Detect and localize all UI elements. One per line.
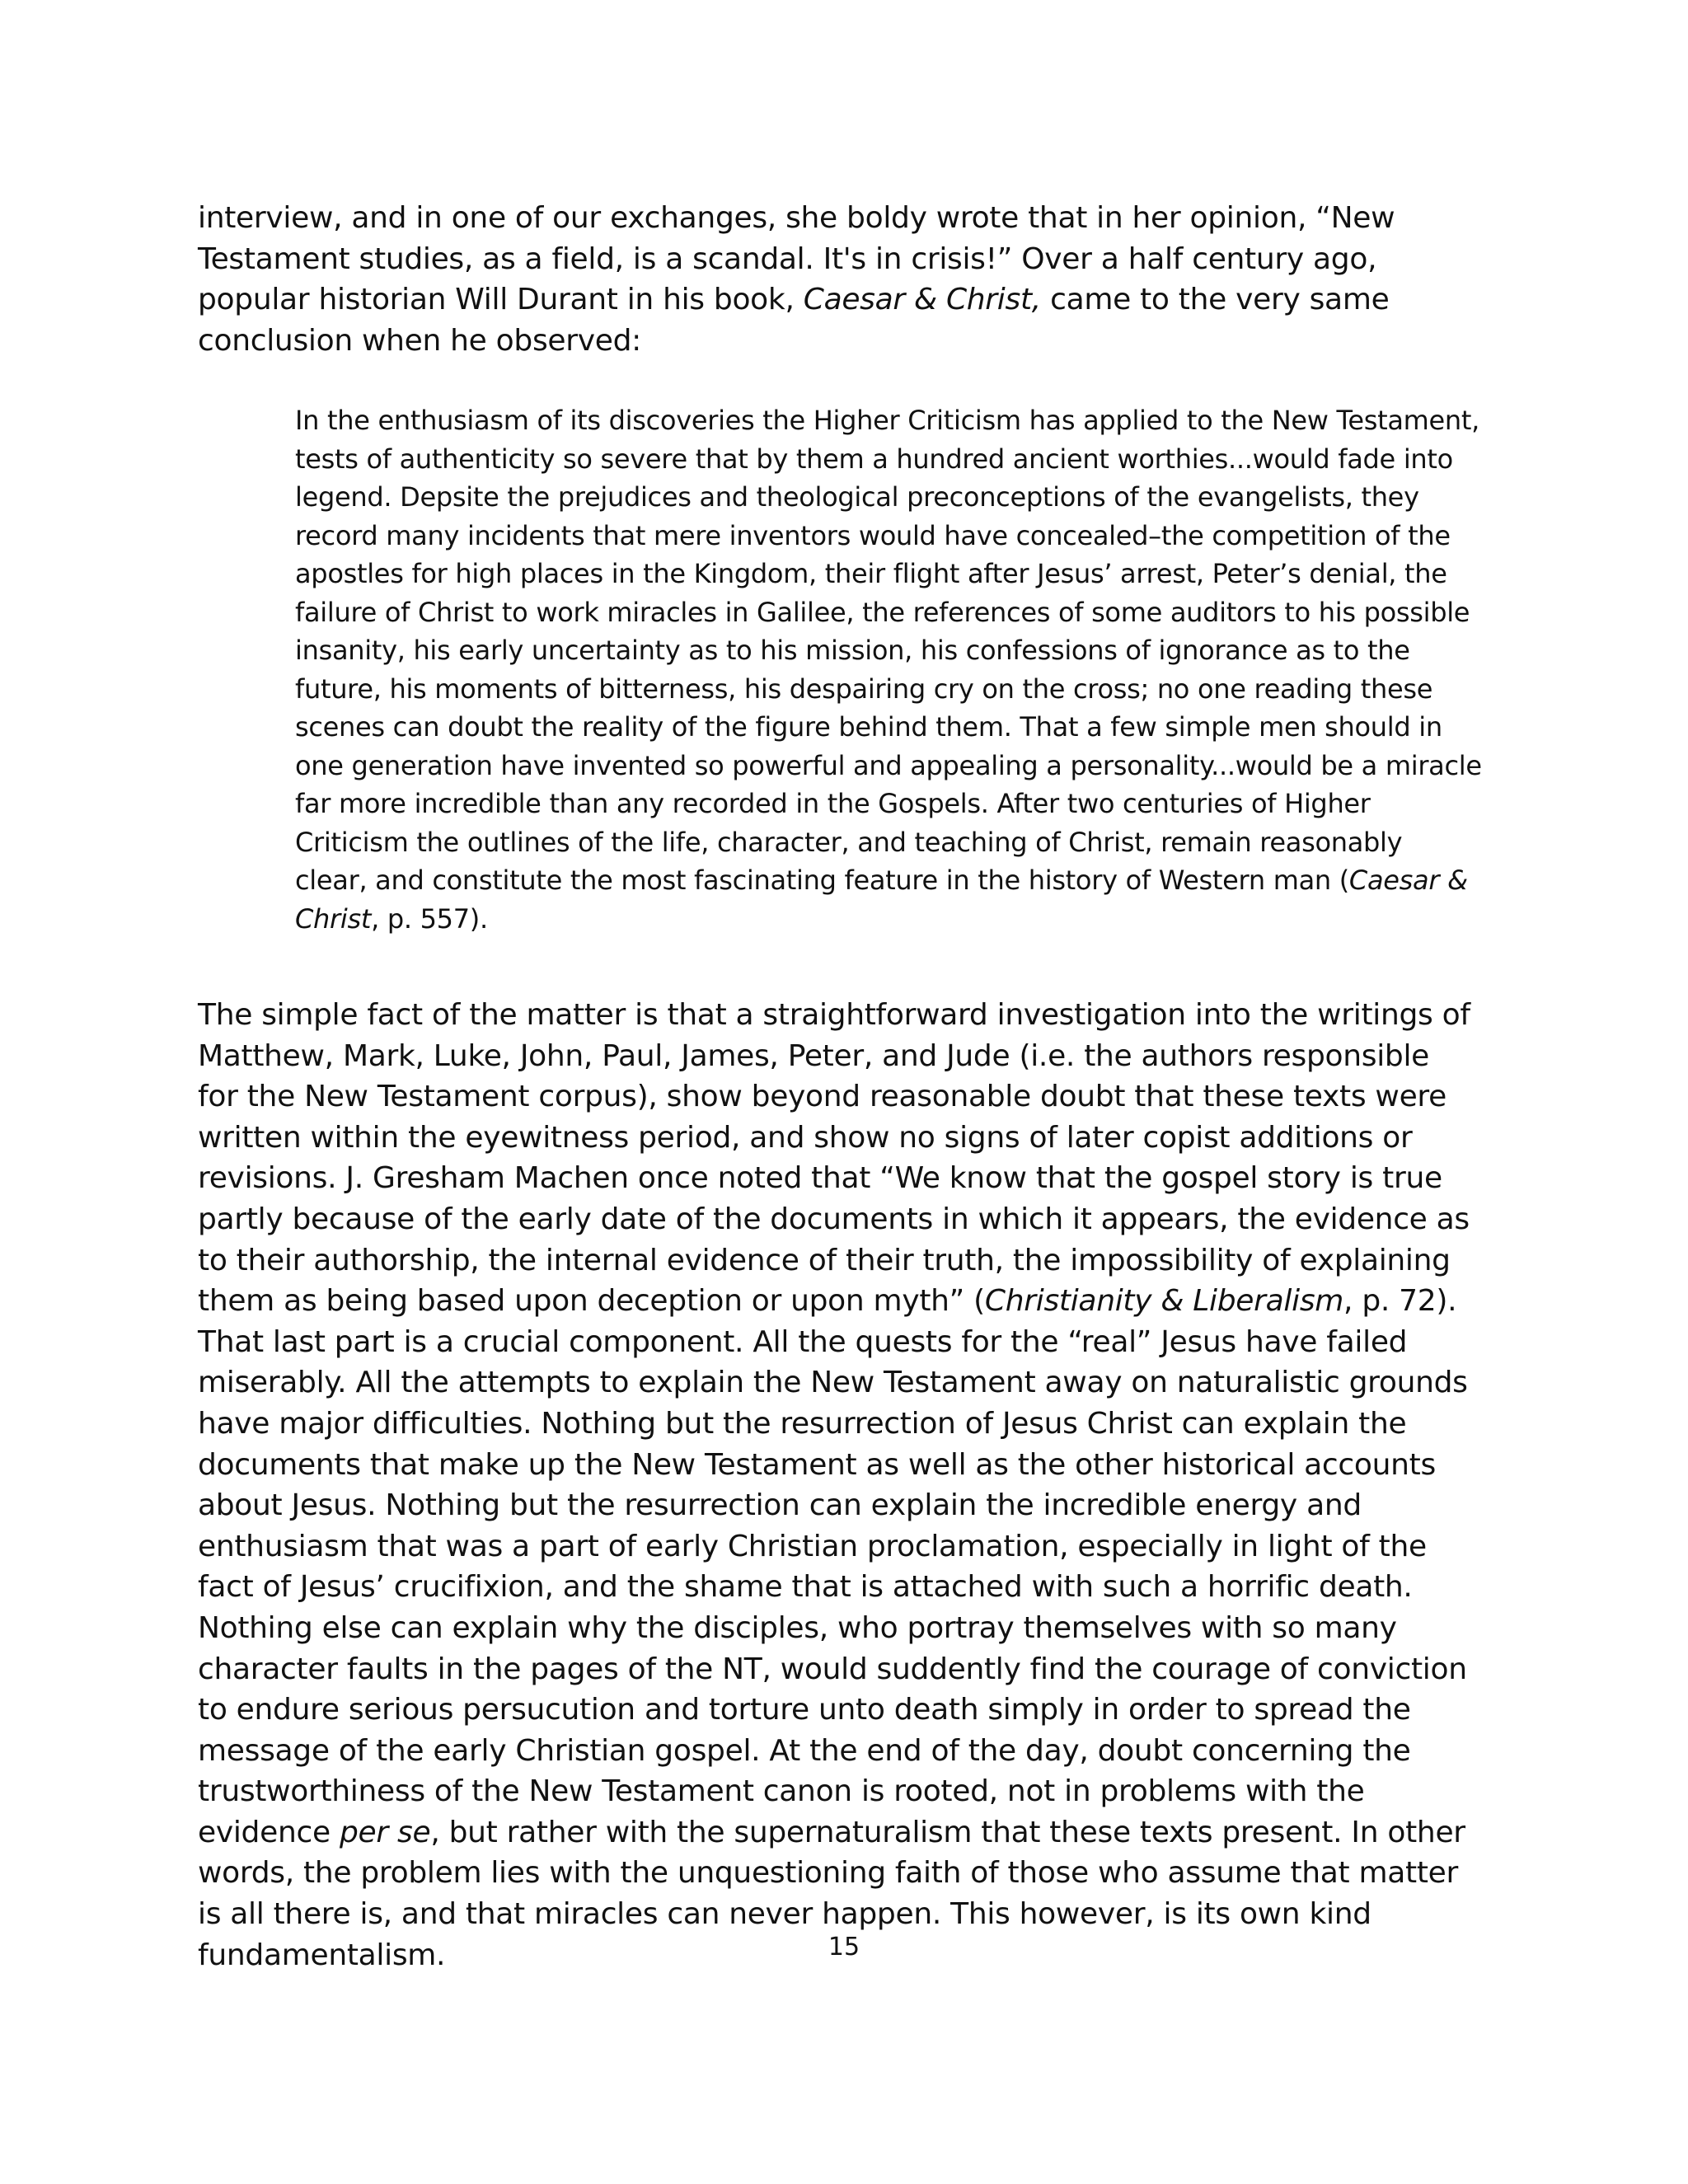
main-text-part2: , p. 72). That last part is a crucial component. All the quests for the “real” Jesus have failed miserably. All the attempts to explain the New Testament away on naturalistic grounds have major difficulties. Nothing but the resurrection of Jesus Christ can explain the documents that make up the New Testament as well as the other historical accounts about Jesus. Nothing but the resurrection can explain the incredible energy and enthusiasm that was a part of early Christian proclamation, especially in light of the fact of Jesus’ crucifixion, and the shame that is attached with such a horrific death. Nothing else can explain why the disciples, who portray themselves with so many character faults in the pages of the NT, would suddently find the courage of conviction to endure serious persucution and torture unto death simply in order to spread the message of the early Christian gospel. At the end of the day, doubt concerning the trustworthiness of the New Testament canon is rooted, not in problems with the evidence	[198, 1284, 1468, 1849]
intro-paragraph	[198, 198, 1471, 361]
main-text-part1: The simple fact of the matter is that a straightforward investigation into the writings of Matthew, Mark, Luke, John, Paul, James, Peter, and Jude (i.e. the authors responsible for the New Testament corpus), show beyond reasonable doubt that these texts were written within the eyewitness period, and show no signs of later copist additions or revisions. J. Gresham Machen once noted that “We know that the gospel story is true partly because of the early date of the documents in which it appears, the evidence as to their authorship, the internal evidence of their truth, the impossibility of explaining them as being based upon deception or upon myth” (	[198, 998, 1470, 1319]
intro-book-title: Caesar & Christ,	[803, 283, 1041, 317]
intro-text-part1: interview, and in one of our exchanges, she boldy wrote that in her opinion, “New Testament studies, as a field, is a scandal. It's in crisis!” Over a half century ago, popular historian Will Durant in his book,	[198, 201, 1395, 317]
main-citation-title: Christianity & Liberalism	[984, 1284, 1344, 1319]
intro-text-part2: came to the very same conclusion when he observed:	[198, 283, 1390, 358]
quote-citation-tail: , p. 557).	[371, 902, 488, 935]
durant-block-quote	[295, 401, 1482, 938]
quote-text: In the enthusiasm of its discoveries the Higher Criticism has applied to the New Testament, tests of authenticity so severe that by them a hundred ancient worthies...would fade into legend. Depsite the prejudices and theological preconceptions of the evangelists, they record many incidents that mere inventors would have concealed–the competition of the apostles for high places in the Kingdom, their flight after Jesus’ arrest, Peter’s denial, the failure of Christ to work miracles in Galilee, the references of some auditors to his possible insanity, his early uncertainty as to his mission, his confessions of ignorance as to the future, his moments of bitterness, his despairing cry on the cross; no one reading these scenes can doubt the reality of the figure behind them. That a few simple men should in one generation have invented so powerful and appealing a personality...would be a miracle far more incredible than any recorded in the Gospels. After two centuries of Higher Criticism the outlines of the life, character, and teaching of Christ, remain reasonably clear, and constitute the most fascinating feature in the history of Western man (	[295, 405, 1482, 896]
main-text-part3: , but rather with the supernaturalism that these texts present. In other words, the problem lies with the unquestioning faith of those who assume that matter is all there is, and that miracles can never happen. This however, is its own kind fundamentalism.	[198, 1815, 1465, 1972]
main-paragraph	[198, 995, 1471, 1975]
quote-citation-title: Caesar & Christ	[295, 865, 1468, 935]
main-emphasis: per se	[339, 1815, 431, 1849]
page-number: 15	[828, 1933, 860, 1961]
